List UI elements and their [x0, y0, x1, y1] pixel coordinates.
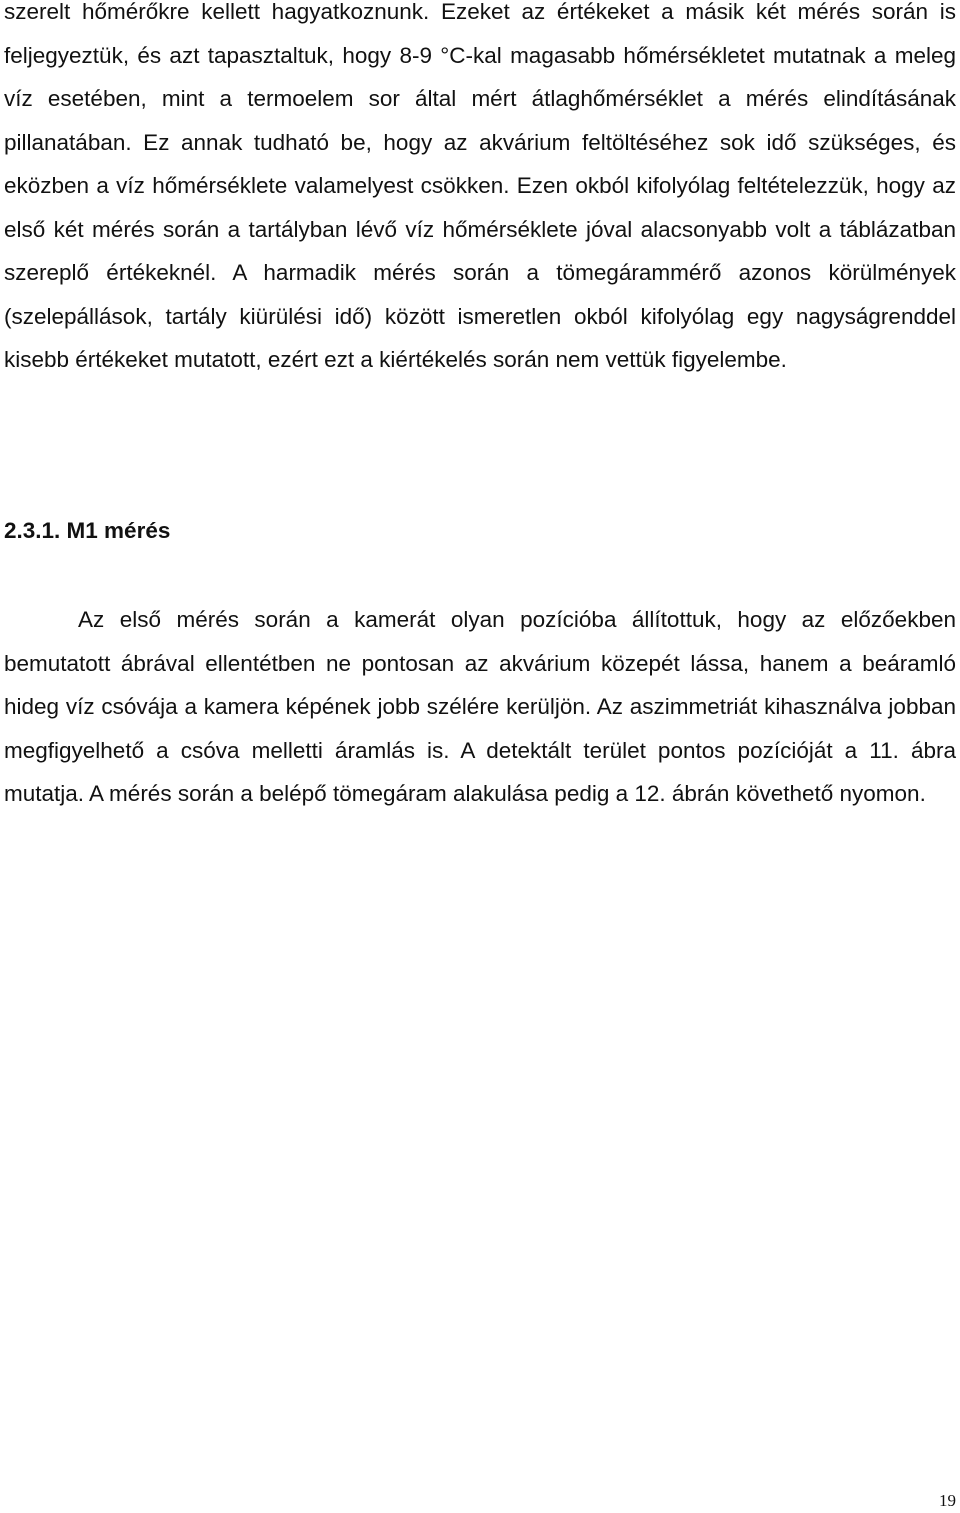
body-paragraph-m1-description: Az első mérés során a kamerát olyan pozícióba állítottuk, hogy az előzőekben bemutatott ábrával ellentétben ne pontosan az akvárium közepét lássa, hanem a beáramló hideg víz csóvája a kamera képének jobb szélére kerüljön. Az aszimmetriát kihasználva jobban megfigyelhető a csóva melletti áramlás is. A detektált terület pontos pozícióját a 11. ábra mutatja. A mérés során a belépő tömegáram alakulása pedig a 12. ábrán követhető nyomon.	[4, 607, 956, 806]
section-heading-m1: 2.3.1. M1 mérés	[4, 518, 171, 543]
body-paragraph-measurement-notes: szerelt hőmérőkre kellett hagyatkoznunk. Ezeket az értékeket a másik két mérés során is feljegyeztük, és azt tapasztaltuk, hogy 8-9 °C-kal magasabb hőmérsékletet mutatnak a meleg víz esetében, mint a termoelem sor által mért átlaghőmérséklet a mérés elindításának pillanatában. Ez annak tudható be, hogy az akvárium feltöltéséhez sok idő szükséges, és eközben a víz hőmérséklete valamelyest csökken. Ezen okból kifolyólag feltételezzük, hogy az első két mérés során a tartályban lévő víz hőmérséklete jóval alacsonyabb volt a táblázatban szereplő értékeknél. A harmadik mérés során a tömegárammérő azonos körülmények (szelepállások, tartály kiürülési idő) között ismeretlen okból kifolyólag egy nagyságrenddel kisebb értékeket mutatott, ezért ezt a kiértékelés során nem vettük figyelembe.	[4, 0, 956, 372]
page-number: 19	[939, 1491, 956, 1510]
